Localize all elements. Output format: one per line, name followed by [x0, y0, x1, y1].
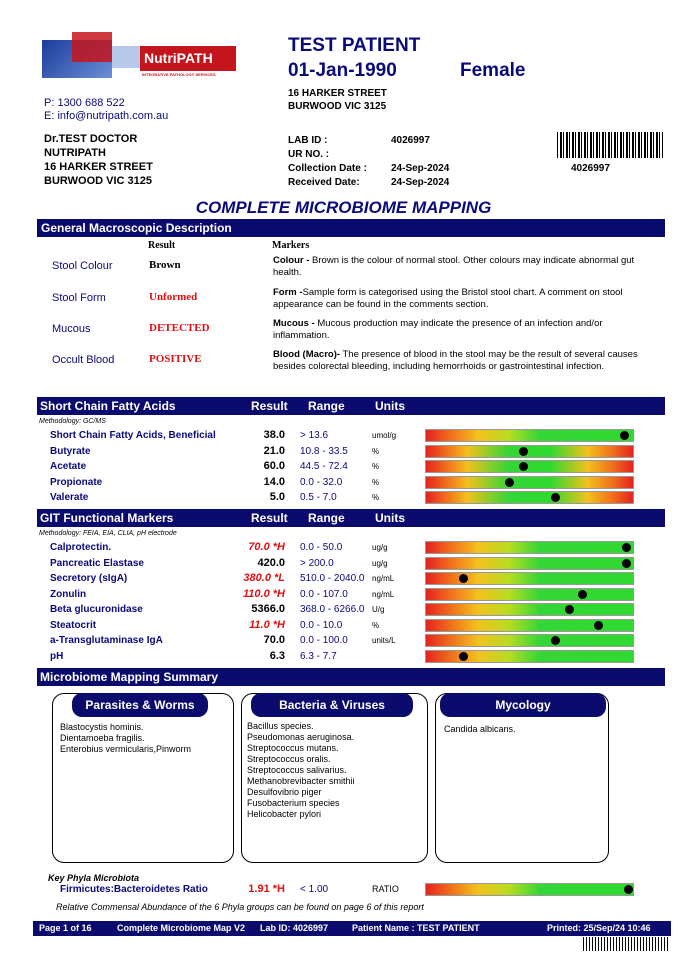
- received-label: Received Date:: [288, 177, 360, 188]
- macro-col-markers: Markers: [272, 240, 310, 251]
- phyla-label: Firmicutes:Bacteroidetes Ratio: [60, 884, 208, 895]
- bacteria-title: Bacteria & Viruses: [251, 693, 413, 717]
- git-row-gauge: [425, 572, 634, 585]
- doctor-name: Dr.TEST DOCTOR: [44, 133, 138, 145]
- macro-row-marker: [273, 287, 659, 311]
- scfa-row-gauge-marker: [551, 493, 560, 502]
- git-row-gauge: [425, 619, 634, 632]
- received-value: 24-Sep-2024: [391, 177, 450, 188]
- phyla-result: 1.91 *H: [248, 883, 285, 895]
- git-row-range: 6.3 - 7.7: [300, 650, 337, 662]
- scfa-row-label: Valerate: [50, 492, 89, 503]
- scfa-row-unit: %: [372, 477, 380, 487]
- git-row-label: Beta glucuronidase: [50, 604, 143, 615]
- scfa-row-gauge-marker: [505, 478, 514, 487]
- git-row-range: 510.0 - 2040.0: [300, 573, 365, 584]
- scfa-row-label: Butyrate: [50, 445, 91, 457]
- scfa-col-range: Range: [308, 399, 345, 413]
- macro-col-result: Result: [148, 240, 176, 251]
- macro-row-label: Occult Blood: [52, 354, 115, 366]
- git-row-unit: ng/mL: [372, 589, 395, 599]
- macro-row-marker: [273, 255, 659, 279]
- git-row-range: 0.0 - 100.0: [300, 635, 348, 646]
- patient-suburb: BURWOOD VIC 3125: [288, 101, 387, 112]
- git-row-gauge-marker: [459, 574, 468, 583]
- git-row-gauge: [425, 603, 634, 616]
- git-col-range: Range: [308, 511, 345, 525]
- scfa-methodology: Methodology: GC/MS: [39, 418, 106, 425]
- git-row-unit: U/g: [372, 605, 385, 614]
- macro-row-marker: [273, 349, 659, 373]
- scfa-row-gauge: [425, 476, 634, 489]
- scfa-row-unit: %: [372, 493, 380, 502]
- scfa-row-label: Propionate: [50, 476, 103, 488]
- footer-barcode: [583, 937, 669, 951]
- git-row-gauge-marker: [578, 590, 587, 599]
- phyla-gauge-marker: [624, 885, 633, 894]
- doctor-suburb: BURWOOD VIC 3125: [44, 175, 152, 187]
- patient-dob: 01-Jan-1990: [288, 60, 397, 81]
- git-row-gauge: [425, 588, 634, 601]
- macro-row-label: Stool Colour: [52, 260, 113, 272]
- git-row-range: 368.0 - 6266.0: [300, 604, 365, 615]
- doctor-block: [44, 132, 153, 188]
- summary-list-item: Streptococcus oralis.: [247, 754, 331, 764]
- macro-header-bar: [37, 219, 665, 237]
- git-row-unit: %: [372, 620, 380, 630]
- git-row-unit: units/L: [372, 636, 396, 645]
- ur-label: UR NO. :: [288, 149, 330, 160]
- scfa-row-gauge-marker: [519, 447, 528, 456]
- git-row-range: 0.0 - 107.0: [300, 588, 348, 600]
- scfa-col-result: Result: [251, 399, 288, 413]
- macro-row-result: DETECTED: [149, 322, 210, 334]
- git-row-label: Steatocrit: [50, 619, 97, 631]
- scfa-row-result: 5.0: [269, 491, 285, 503]
- footer-page: Page 1 of 16: [39, 923, 92, 933]
- scfa-row-range: 10.8 - 33.5: [300, 445, 348, 457]
- ur-value: [391, 148, 449, 162]
- scfa-heading: Short Chain Fatty Acids: [40, 399, 176, 413]
- scfa-row-result: 38.0: [263, 429, 285, 441]
- macro-marker-text: The presence of blood in the stool may be the result of several causes besides colorectal bleeding, including hemorrhoids or gastrointestinal infection.: [273, 349, 638, 372]
- scfa-row-gauge-marker: [519, 462, 528, 471]
- summary-list-item: Candida albicans.: [444, 724, 516, 734]
- mycology-title: Mycology: [440, 693, 606, 717]
- scfa-row-unit: %: [372, 446, 380, 456]
- logo: [42, 32, 242, 84]
- scfa-row-range: 0.5 - 7.0: [300, 492, 337, 503]
- patient-name: TEST PATIENT: [288, 35, 421, 56]
- contact-email[interactable]: E: info@nutripath.com.au: [44, 110, 169, 122]
- git-row-result: 380.0 *L: [243, 572, 285, 584]
- phyla-note: Relative Commensal Abundance of the 6 Phyla groups can be found on page 6 of this report: [56, 902, 424, 912]
- scfa-row-gauge: [425, 460, 634, 473]
- git-row-range: 0.0 - 10.0: [300, 619, 343, 631]
- patient-street: 16 HARKER STREET: [288, 88, 387, 99]
- scfa-row-result: 21.0: [263, 444, 285, 457]
- git-row-label: Zonulin: [50, 588, 87, 600]
- id-labels: [288, 134, 367, 190]
- mycology-list: [444, 724, 516, 735]
- git-row-gauge-marker: [459, 652, 468, 661]
- git-row-range: 0.0 - 50.0: [300, 542, 343, 553]
- git-row-result: 70.0 *H: [248, 541, 285, 553]
- summary-list-item: Streptococcus salivarius.: [247, 765, 347, 775]
- git-col-units: Units: [375, 511, 405, 525]
- git-row-gauge: [425, 557, 634, 570]
- macro-row-label: Stool Form: [52, 292, 106, 304]
- git-row-gauge: [425, 650, 634, 663]
- git-row-gauge-marker: [565, 605, 574, 614]
- summary-list-item: Streptococcus mutans.: [247, 743, 339, 753]
- footer-lab: Lab ID: 4026997: [260, 923, 329, 933]
- footer-bar: [33, 921, 671, 936]
- macro-marker-title: Mucous -: [273, 318, 315, 329]
- scfa-row-gauge-marker: [620, 431, 629, 440]
- macro-marker-title: Form -: [273, 287, 303, 298]
- summary-heading: Microbiome Mapping Summary: [40, 670, 219, 684]
- scfa-row-result: 14.0: [263, 475, 285, 488]
- git-row-gauge: [425, 634, 634, 647]
- summary-list-item: Helicobacter pylori: [247, 809, 322, 819]
- git-row-gauge-marker: [622, 543, 631, 552]
- scfa-col-units: Units: [375, 399, 405, 413]
- summary-list-item: Fusobacterium species: [247, 798, 340, 808]
- bacteria-list: [247, 721, 355, 820]
- git-row-result: 110.0 *H: [243, 587, 285, 600]
- scfa-row-unit: umol/g: [372, 431, 397, 440]
- macro-marker-title: Colour -: [273, 255, 310, 266]
- git-row-result: 70.0: [263, 634, 285, 646]
- macro-marker-title: Blood (Macro)-: [273, 349, 341, 360]
- parasites-list: [60, 722, 191, 755]
- summary-list-item: Blastocystis hominis.: [60, 722, 144, 732]
- git-row-label: Calprotectin.: [50, 542, 112, 553]
- phyla-range: < 1.00: [300, 884, 329, 895]
- git-row-result: 5366.0: [251, 603, 285, 615]
- footer-printed: Printed: 25/Sep/24 10:46: [547, 923, 651, 933]
- git-row-gauge: [425, 541, 634, 554]
- git-header-bar: [37, 509, 665, 527]
- git-row-range: > 200.0: [300, 557, 334, 569]
- lab-id-label: LAB ID :: [288, 135, 328, 146]
- git-row-label: a-Transglutaminase IgA: [50, 635, 163, 646]
- logo-tagline: INTEGRATIVE PATHOLOGY SERVICES: [142, 72, 216, 77]
- scfa-row-unit: %: [372, 462, 380, 471]
- collection-value: 24-Sep-2024: [391, 163, 450, 174]
- macro-row-result: POSITIVE: [149, 353, 202, 365]
- scfa-row-gauge: [425, 445, 634, 458]
- doctor-practice: NUTRIPATH: [44, 147, 106, 159]
- phyla-unit: RATIO: [372, 884, 399, 894]
- logo-brand: NutriPATH: [140, 46, 236, 70]
- scfa-row-gauge: [425, 429, 634, 442]
- summary-list-item: Methanobrevibacter smithii: [247, 776, 355, 786]
- footer-report: Complete Microbiome Map V2: [117, 923, 246, 933]
- macro-row-result: Brown: [149, 259, 181, 271]
- summary-list-item: Pseudomonas aeruginosa.: [247, 732, 355, 742]
- parasites-panel: [52, 693, 234, 863]
- macro-row-label: Mucous: [52, 323, 91, 335]
- doctor-street: 16 HARKER STREET: [44, 161, 153, 173]
- git-heading: GIT Functional Markers: [40, 511, 174, 525]
- git-row-unit: ug/g: [372, 543, 388, 552]
- git-row-unit: ug/g: [372, 558, 388, 568]
- macro-row-marker: [273, 318, 659, 342]
- scfa-row-range: 0.0 - 32.0: [300, 476, 343, 488]
- scfa-row-range: 44.5 - 72.4: [300, 461, 348, 472]
- barcode-text: 4026997: [571, 163, 610, 174]
- scfa-row-label: Short Chain Fatty Acids, Beneficial: [50, 430, 216, 441]
- collection-label: Collection Date :: [288, 163, 367, 174]
- mycology-panel: [435, 693, 609, 863]
- summary-header-bar: [37, 668, 665, 686]
- git-row-label: pH: [50, 650, 64, 662]
- summary-list-item: Bacillus species.: [247, 721, 314, 731]
- macro-marker-text: Sample form is categorised using the Bristol stool chart. A comment on stool appearance can be found in the comments section.: [273, 287, 623, 310]
- report-title: COMPLETE MICROBIOME MAPPING: [195, 198, 492, 217]
- scfa-row-gauge: [425, 491, 634, 504]
- scfa-row-label: Acetate: [50, 461, 87, 472]
- contact-phone: P: 1300 688 522: [44, 97, 125, 109]
- git-row-gauge-marker: [551, 636, 560, 645]
- summary-list-item: Desulfovibrio piger: [247, 787, 322, 797]
- git-row-result: 420.0: [257, 556, 285, 569]
- git-row-label: Pancreatic Elastase: [50, 557, 144, 569]
- git-col-result: Result: [251, 511, 288, 525]
- git-methodology: Methodology: FEIA, EIA, CLIA, pH electrode: [39, 530, 177, 537]
- lab-id-value: 4026997: [391, 135, 430, 146]
- macro-marker-text: Mucous production may indicate the presence of an infection and/or inflammation.: [273, 318, 603, 341]
- git-row-gauge-marker: [594, 621, 603, 630]
- git-row-unit: ng/mL: [372, 574, 395, 583]
- barcode: [557, 132, 663, 158]
- summary-list-item: Dientamoeba fragilis.: [60, 733, 145, 743]
- scfa-row-result: 60.0: [263, 460, 285, 472]
- git-row-result: 6.3: [269, 649, 285, 662]
- summary-list-item: Enterobius vermicularis,Pinworm: [60, 744, 192, 754]
- scfa-header-bar: [37, 397, 665, 415]
- phyla-heading: Key Phyla Microbiota: [48, 873, 140, 883]
- git-row-gauge-marker: [622, 559, 631, 568]
- parasites-title: Parasites & Worms: [72, 693, 208, 717]
- patient-sex: Female: [460, 60, 526, 81]
- phyla-gauge: [425, 883, 634, 896]
- id-values: [391, 134, 449, 190]
- scfa-row-range: > 13.6: [300, 430, 329, 441]
- macro-heading: General Macroscopic Description: [41, 221, 232, 235]
- macro-marker-text: Brown is the colour of normal stool. Other colours may indicate abnormal gut health.: [273, 255, 635, 278]
- macro-row-result: Unformed: [149, 291, 198, 303]
- git-row-label: Secretory (sIgA): [50, 573, 128, 584]
- git-row-result: 11.0 *H: [249, 618, 285, 631]
- footer-patient: Patient Name : TEST PATIENT: [352, 923, 480, 933]
